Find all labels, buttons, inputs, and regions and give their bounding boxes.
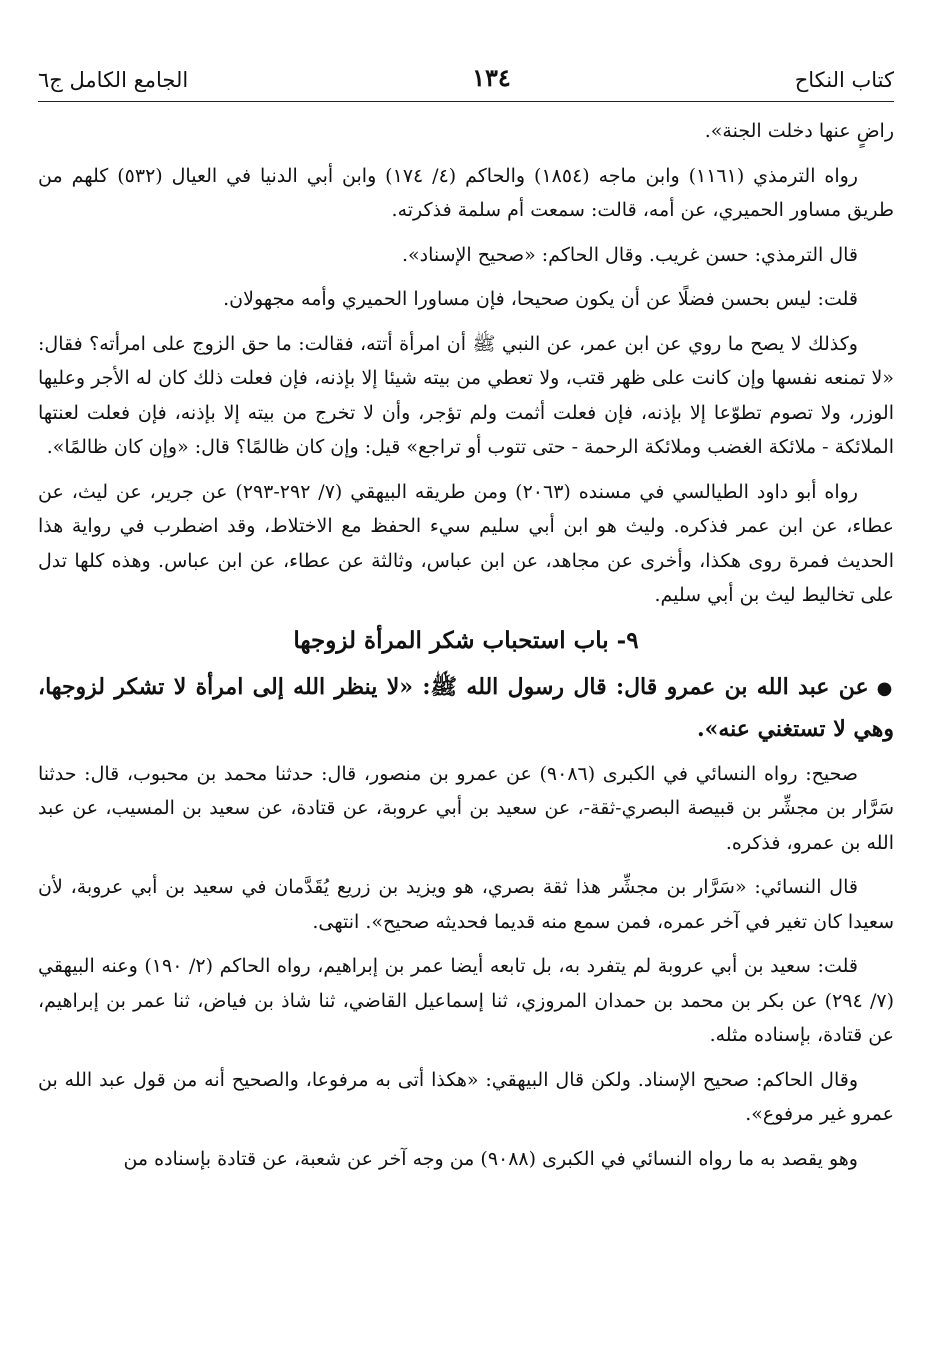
paragraph: وكذلك لا يصح ما روي عن ابن عمر، عن النبي ﷺ أن امرأة أتته، فقالت: ما حق الزوج على امرأته؟ فقال: «لا تمنعه نفسها وإن كانت على ظهر قتب، ولا تعطي من بيته شيئا إلا بإذنه، فإن فعلت ذلك كان له الأجر وعليها الوزر، ولا تصوم تطوّعا إلا بإذنه، فإن فعلت أثمت ولم تؤجر، وأن لا تخرج من بيته إلا بإذنه، فإن فعلت لعنتها الملائكة - ملائكة الغضب وملائكة الرحمة - حتى تتوب أو تراجع» قيل: وإن كان ظالمًا؟ قال: «وإن كان ظالمًا». xyxy=(38,332,894,458)
book-section-title: كتاب النكاح xyxy=(794,68,894,92)
header-divider xyxy=(38,101,894,102)
paragraph: رواه أبو داود الطيالسي في مسنده (٢٠٦٣) ومن طريقه البيهقي (٧/ ٢٩٢-٢٩٣) عن جرير، عن ليث، عن عطاء، عن ابن عمر فذكره. وليث هو ابن أبي سليم سيء الحفظ مع الاختلاط، وقد اضطرب في رواية هذا الحديث فمرة روى هكذا، وأخرى عن مجاهد، عن ابن عباس، وثالثة عن عطاء، عن ابن عباس. وهذه كلها تدل على تخاليط ليث بن أبي سليم. xyxy=(38,480,894,606)
paragraph: راضٍ عنها دخلت الجنة». xyxy=(704,120,894,142)
hadith-text xyxy=(38,667,894,749)
paragraph: قال النسائي: «سَرَّار بن مجشِّر هذا ثقة بصري، هو ويزيد بن زريع يُقَدَّمان في سعيد بن أبي عروبة، لأن سعيدا كان تغير في آخر عمره، فمن سمع منه قديما فحديثه صحيح». انتهى. xyxy=(38,876,894,933)
paragraph: رواه الترمذي (١١٦١) وابن ماجه (١٨٥٤) والحاكم (٤/ ١٧٤) وابن أبي الدنيا في العيال (٥٣٢) كلهم من طريق مساور الحميري، عن أمه، قالت: سمعت أم سلمة فذكرته. xyxy=(38,164,894,221)
paragraph: قلت: سعيد بن أبي عروبة لم يتفرد به، بل تابعه أيضا عمر بن إبراهيم، رواه الحاكم (٢/ ١٩٠) وعنه البيهقي (٧/ ٢٩٤) عن بكر بن محمد بن حمدان المروزي، ثنا إسماعيل القاضي، ثنا شاذ بن فياض، ثنا عمر بن إبراهيم، عن قتادة، بإسناده مثله. xyxy=(38,955,894,1046)
bullet-icon: ● xyxy=(876,677,894,699)
book-volume-title: الجامع الكامل ج٦ xyxy=(38,68,189,92)
page-body xyxy=(38,114,894,1186)
hadith-body: عن عبد الله بن عمرو قال: قال رسول الله ﷺ: «لا ينظر الله إلى امرأة لا تشكر لزوجها، وهي لا تستغني عنه». xyxy=(38,673,894,742)
running-header xyxy=(38,50,894,92)
paragraph: قال الترمذي: حسن غريب. وقال الحاكم: «صحيح الإسناد». xyxy=(402,243,858,266)
paragraph: وهو يقصد به ما رواه النسائي في الكبرى (٩٠٨٨) من وجه آخر عن شعبة، عن قتادة بإسناده من xyxy=(123,1147,858,1170)
paragraph: صحيح: رواه النسائي في الكبرى (٩٠٨٦) عن عمرو بن منصور، قال: حدثنا محمد بن محبوب، قال: حدثنا سَرَّار بن مجشِّر بن قبيصة البصري-ثقة-، عن سعيد بن أبي عروبة، عن قتادة، عن سعيد بن المسيب، عن عبد الله بن عمرو، فذكره. xyxy=(38,762,894,854)
chapter-heading: ٩- باب استحباب شكر المرأة لزوجها xyxy=(293,626,639,654)
page-number: ١٣٤ xyxy=(472,63,511,92)
paragraph: وقال الحاكم: صحيح الإسناد. ولكن قال البيهقي: «هكذا أتى به مرفوعا، والصحيح أنه من قول عبد الله بن عمرو غير مرفوع». xyxy=(38,1068,894,1125)
paragraph: قلت: ليس بحسن فضلًا عن أن يكون صحيحا، فإن مساورا الحميري وأمه مجهولان. xyxy=(223,288,858,310)
